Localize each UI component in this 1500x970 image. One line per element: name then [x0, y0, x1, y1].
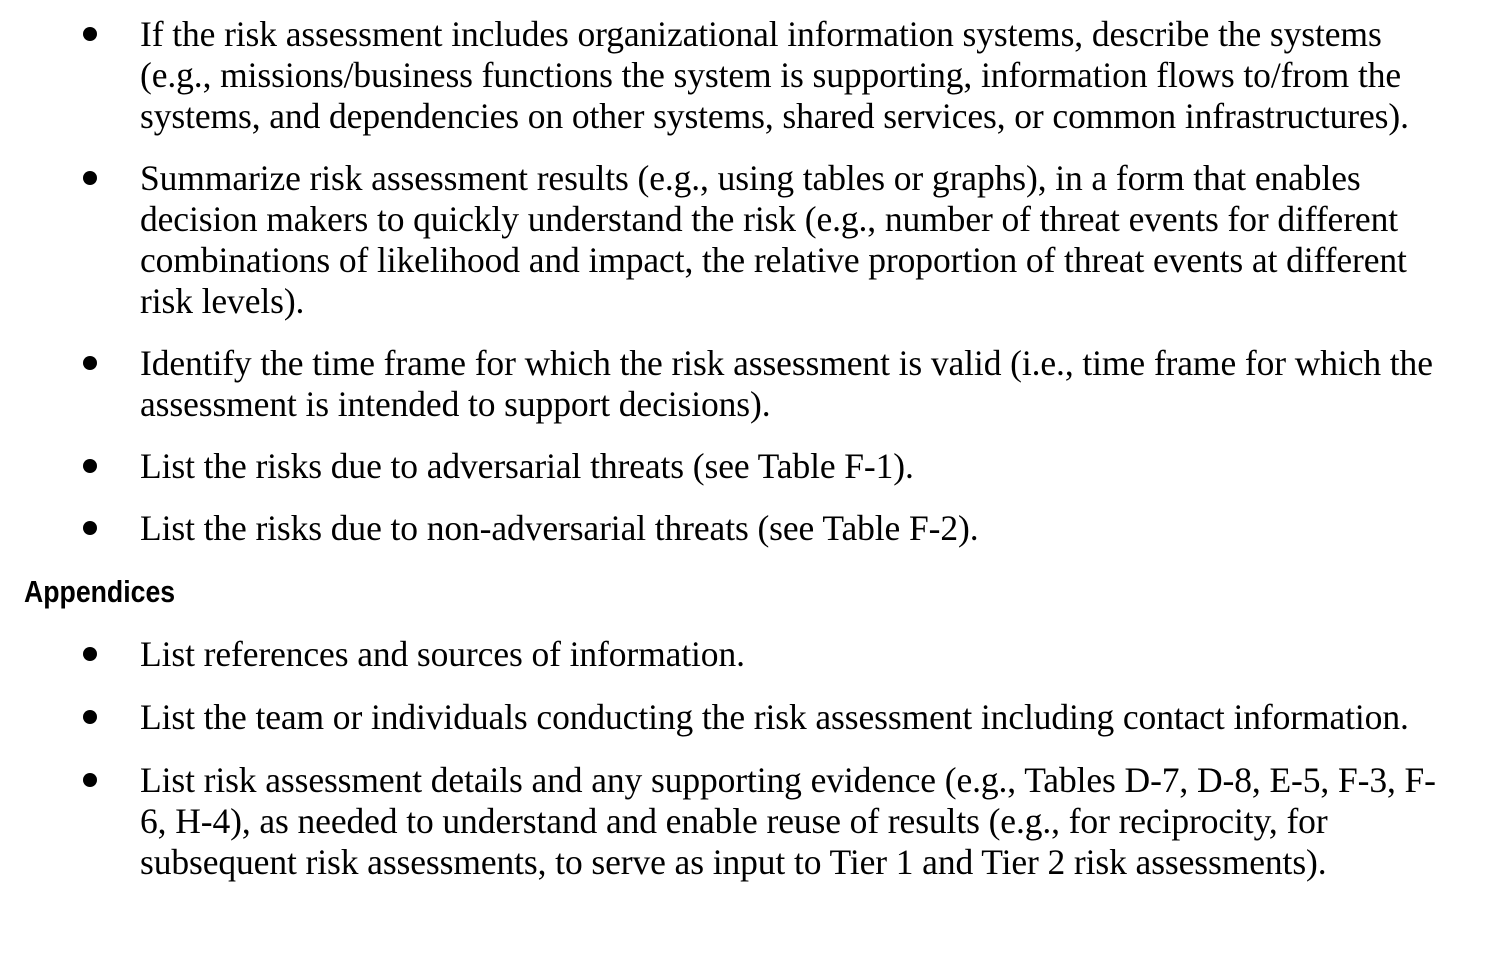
- bullet-icon: [83, 27, 97, 41]
- list-item-text: List the team or individuals conducting the risk assessment including contact information.: [140, 697, 1409, 737]
- bullet-icon: [83, 647, 97, 661]
- list-item-text: List risk assessment details and any supporting evidence (e.g., Tables D-7, D-8, E-5, F-3, F-6, H-4), as needed to understand and enable reuse of results (e.g., for reciprocity, for subsequent risk assessments, to serve as input to Tier 1 and Tier 2 risk assessments).: [140, 760, 1436, 882]
- list-item: [0, 14, 1500, 137]
- bullet-icon: [83, 459, 97, 473]
- list-item: [0, 697, 1500, 738]
- bullet-icon: [83, 356, 97, 370]
- appendices-heading: Appendices: [24, 574, 176, 609]
- list-item: [0, 446, 1500, 487]
- list-item-text: If the risk assessment includes organizational information systems, describe the systems (e.g., missions/business functions the system is supporting, information flows to/from the systems, and dependencies on other systems, shared services, or common infrastructures).: [140, 14, 1409, 136]
- bullet-list-section: [0, 14, 1500, 549]
- list-item: [0, 508, 1500, 549]
- bullet-icon: [83, 773, 97, 787]
- bullet-icon: [83, 171, 97, 185]
- list-item: [0, 343, 1500, 425]
- bullet-icon: [83, 710, 97, 724]
- list-item-text: List references and sources of information.: [140, 634, 745, 674]
- list-item-text: List the risks due to adversarial threats (see Table F-1).: [140, 446, 914, 486]
- list-item-text: Summarize risk assessment results (e.g., using tables or graphs), in a form that enables decision makers to quickly understand the risk (e.g., number of threat events for different combinations of likelihood and impact, the relative proportion of threat events at different risk levels).: [140, 158, 1407, 321]
- appendices-list: [0, 634, 1500, 883]
- list-item: [0, 158, 1500, 322]
- list-item: [0, 634, 1500, 675]
- bullet-icon: [83, 521, 97, 535]
- list-item-text: Identify the time frame for which the risk assessment is valid (i.e., time frame for which the assessment is intended to support decisions).: [140, 343, 1433, 424]
- list-item-text: List the risks due to non-adversarial threats (see Table F-2).: [140, 508, 979, 548]
- list-item: [0, 760, 1500, 883]
